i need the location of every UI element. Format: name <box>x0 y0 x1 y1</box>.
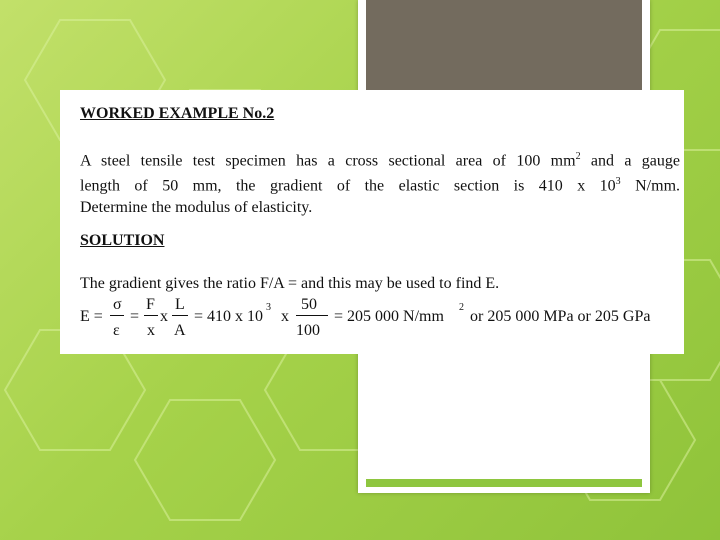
panel-header-block <box>366 0 642 92</box>
solution-intro: The gradient gives the ratio F/A = and this may be used to find E. <box>80 275 500 292</box>
eq-50: 50 <box>301 296 317 313</box>
worked-example-document <box>60 90 684 354</box>
solution-heading: SOLUTION <box>80 232 165 249</box>
eq-exp2: 2 <box>459 302 464 313</box>
eq-equals-1: = <box>130 308 140 325</box>
eq-A: A <box>174 322 186 339</box>
example-title: WORKED EXAMPLE No.2 <box>80 105 275 122</box>
eq-x-mid: x <box>160 308 168 325</box>
eq-x2: x <box>281 308 289 325</box>
modulus-equation <box>60 90 684 354</box>
problem-line-1: A steel tensile test specimen has a cross sectional area of 100 $mm^2$ and a gauge <box>80 151 680 170</box>
eq-410: = 410 x 10 <box>194 308 264 325</box>
eq-alternatives: or 205 000 MPa or 205 GPa <box>470 308 651 325</box>
panel-accent-bar <box>366 479 642 487</box>
eq-100: 100 <box>296 322 320 339</box>
eq-F: F <box>146 296 155 313</box>
eq-result: = 205 000 N/mm <box>334 308 444 325</box>
eq-lhs: E = <box>80 308 103 325</box>
eq-fraction-bar <box>296 315 328 316</box>
eq-fraction-bar <box>144 315 158 316</box>
problem-line-2: length of 50 mm, the gradient of the elastic section is 410 x $10^3$ N/mm. <box>80 176 681 195</box>
eq-fraction-bar <box>110 315 124 316</box>
eq-L: L <box>175 296 185 313</box>
eq-fraction-bar <box>172 315 188 316</box>
eq-x-den: x <box>147 322 155 339</box>
problem-line-3: Determine the modulus of elasticity. <box>80 198 313 216</box>
eq-sigma: σ <box>113 296 122 313</box>
eq-epsilon: ε <box>113 322 120 339</box>
eq-exp3: 3 <box>266 302 271 313</box>
